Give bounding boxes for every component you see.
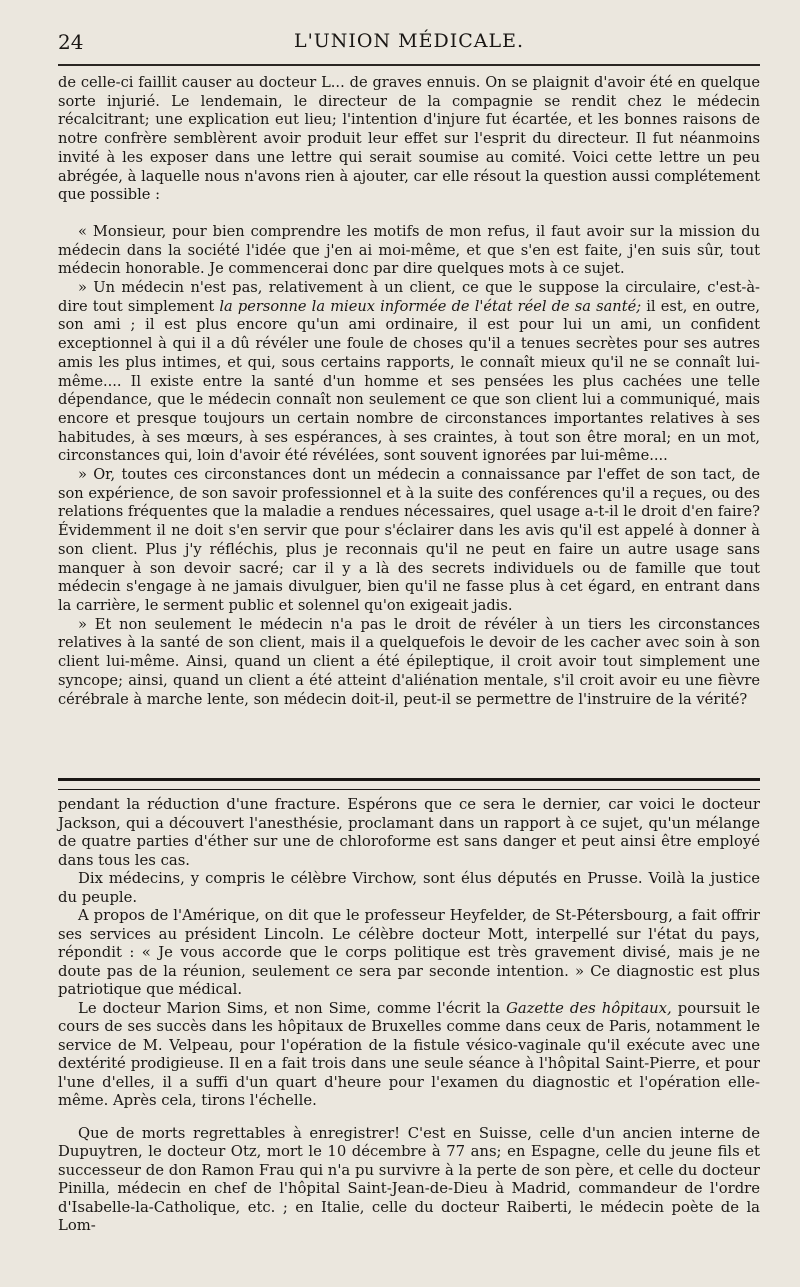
- paragraph-letter-opening: « Monsieur, pour bien comprendre les motifs de mon refus, il faut avoir sur la mission du médecin dans la société l'idée que j'en ai moi-même, et que s'en est faite, j'en suis sûr, tout médecin honorable. Je commencerai donc par dire quelques mots à ce sujet.: [58, 222, 760, 278]
- text-run: poursuit le cours de ses succès dans les hôpitaux de Bruxelles comme dans ceux de Paris, notamment le service de M. Velpeau, pour l'opération de la fistule vésico-vaginale qu'il exécute avec une dextérité prodigieuse. Il en a fait trois dans une seule séance à l'hôpital Saint-Pierre, et pour l'une d'elles, il a suffi d'un quart d'heure pour l'examen du diagnostic et l'opération elle-même. Après cela, tirons l'échelle.: [58, 999, 760, 1109]
- article-body: [58, 74, 760, 709]
- italic-title: Gazette des hôpitaux,: [506, 999, 672, 1017]
- paragraph-letter-medecin: [58, 279, 760, 466]
- paragraph-letter-circonstances: » Or, toutes ces circonstances dont un médecin a connaissance par l'effet de son tact, de son expérience, de son savoir professionnel et à la suite des conférences qu'il a reçues, ou des relations fréquentes que la maladie a rendues nécessaires, quel usage a-t-il le droit d'en faire? Évidemment il ne doit s'en servir que pour s'éclairer dans les avis qu'il est appelé à donner à son client. Plus j'y réfléchis, plus je reconnais qu'il ne peut en faire un autre usage sans manquer à son devoir sacré; car il y a là des secrets individuels ou de famille que tout médecin s'engage à ne jamais divulguer, bien qu'il ne fasse plus à cet égard, en entrant dans la carrière, le serment public et solennel qu'on exigeait jadis.: [58, 466, 760, 614]
- italic-quote: la personne la mieux informée de l'état réel de sa santé;: [219, 297, 642, 315]
- paragraph-intro: de celle-ci faillit causer au docteur L... de graves ennuis. On se plaignit d'avoir été en quelque sorte injurié. Le lendemain, le directeur de la compagnie se rendit chez le médecin récalcitrant; une explication eut lieu; l'intention d'injure fut écartée, et les bonnes raisons de notre confrère semblèrent avoir produit leur effet sur l'esprit du directeur. Il fut néanmoins invité à les exposer dans une lettre qui serait soumise au comité. Voici cette lettre un peu abrégée, à laquelle nous n'avons rien à ajouter, car elle résout la question aussi complétement que possible :: [58, 74, 760, 204]
- feuilleton-separator: [58, 778, 760, 790]
- feuilleton-paragraph-sims: [58, 1000, 760, 1111]
- text-run: il est, en outre, son ami ; il est plus encore qu'un ami ordinaire, il est pour lui un ami, un confident exceptionnel à qui il a dû révéler une foule de choses qu'il a tenues secrètes pour ses autres amis les plus intimes, et qui, sous certains rapports, le connaît mieux qu'il ne se connaît lui-même.... Il existe entre la santé d'un homme et ses pensées les plus cachées une telle dépendance, que le médecin connaît non seulement ce que son client lui a communiqué, mais encore et presque toujours un certain nombre de circonstances importantes relatives à ses habitudes, à ses mœurs, à ses espérances, à ses craintes, à tout son être moral; en un mot, circonstances qui, loin d'avoir été révélées, sont souvent ignorées par lui-même....: [58, 297, 760, 465]
- paragraph-letter-verite: » Et non seulement le médecin n'a pas le droit de révéler à un tiers les circonstances relatives à la santé de son client, mais il a quelquefois le devoir de les cacher avec soin à son client lui-même. Ainsi, quand un client a été épileptique, il croit avoir tout simplement une syncope; ainsi, quand un client a été atteint d'aliénation mentale, s'il croit avoir eu une fièvre cérébrale à marche lente, son médecin doit-il, peut-il se permettre de l'instruire de la vérité?: [58, 615, 760, 708]
- running-title: L'UNION MÉDICALE.: [293, 30, 525, 52]
- feuilleton-paragraph-anesthesie: pendant la réduction d'une fracture. Espérons que ce sera le dernier, car voici le docteur Jackson, qui a découvert l'anesthésie, proclamant dans un rapport à ce sujet, qu'un mélange de quatre parties d'éther sur une de chloroforme est sans danger et peut ainsi être employé dans tous les cas.: [58, 796, 760, 869]
- feuilleton-paragraph-prusse: Dix médecins, y compris le célèbre Virchow, sont élus députés en Prusse. Voilà la justice du peuple.: [58, 870, 760, 906]
- header-rule: [58, 64, 760, 66]
- page-number: 24: [58, 30, 84, 54]
- text-run: Le docteur Marion Sims, et non Sime, comme l'écrit la: [78, 999, 507, 1017]
- feuilleton-section: [58, 796, 760, 1236]
- feuilleton-paragraph-amerique: A propos de l'Amérique, on dit que le professeur Heyfelder, de St-Pétersbourg, a fait offrir ses services au président Lincoln. Le célèbre docteur Mott, interpellé sur l'état du pays, répondit : « Je vous accorde que le corps politique est très gravement divisé, mais je ne doute pas de la réunion, seulement ce sera par seconde intention. » Ce diagnostic est plus patriotique que médical.: [58, 907, 760, 998]
- text-run: » Un médecin n'est pas, relativement à un client, ce que le suppose la circulaire, c'est-à-dire tout simplement: [58, 279, 760, 315]
- feuilleton-paragraph-morts: Que de morts regrettables à enregistrer! C'est en Suisse, celle d'un ancien interne de Dupuytren, le docteur Otz, mort le 10 décembre à 77 ans; en Espagne, celle du jeune fils et successeur de don Ramon Frau qui n'a pu survivre à la perte de son père, et celle du docteur Pinilla, médecin en chef de l'hôpital Saint-Jean-de-Dieu à Madrid, commandeur de l'ordre d'Isabelle-la-Catholique, etc. ; en Italie, celle du docteur Raiberti, le médecin poète de la Lom-: [58, 1124, 760, 1234]
- page-header: [58, 28, 760, 58]
